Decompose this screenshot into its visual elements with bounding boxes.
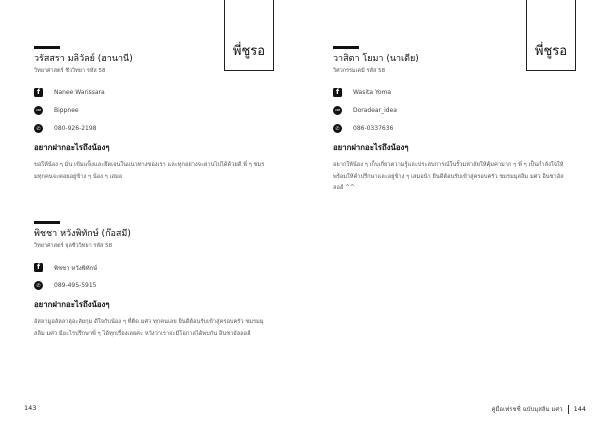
profile-name: วรัสสรา มลิวัลย์ (ฮานานี) bbox=[34, 54, 133, 64]
contact-facebook bbox=[34, 88, 274, 97]
profile-card-1 bbox=[34, 46, 274, 183]
tag-label: พี่ชูรอ bbox=[534, 44, 568, 59]
contact-phone bbox=[34, 281, 274, 290]
question-title: อยากฝากอะไรถึงน้องๆ bbox=[333, 143, 409, 152]
message-text: อยากให้น้อง ๆ เก็บเกี่ยวความรู้และประสบการณ์ในรั้วมหาลัยให้คุ้มค่ามาก ๆ พี่ ๆ เป็นกำลังใจให้ พร้อมให้คำปรึกษาและอยู่ข้าง ๆ เสมอน้า ยินดีต้อนรับเข้าสู่ครอบครัว ชมรมมุสลิม มศว อินชาอัลลอฮ์ ^^ bbox=[333, 162, 564, 191]
contact-line bbox=[333, 106, 573, 115]
facebook-icon: f bbox=[34, 88, 43, 97]
profile-name: พิชชา หวังพิทักษ์ (ก๊อสมี) bbox=[34, 229, 131, 239]
contact-list bbox=[34, 263, 274, 290]
footer bbox=[491, 404, 586, 414]
contact-line bbox=[34, 106, 274, 115]
contact-facebook bbox=[34, 263, 274, 272]
footer-divider bbox=[568, 405, 569, 414]
profile-faculty: วิทยาศาสตร์ จุลชีววิทยา รหัส 58 bbox=[34, 243, 113, 249]
accent-bar bbox=[34, 221, 60, 224]
profile-faculty: วิทยาศาสตร์ ชีววิทยา รหัส 58 bbox=[34, 68, 106, 74]
phone-text: 089-495-5915 bbox=[54, 282, 97, 289]
phone-text: 086-0337636 bbox=[353, 125, 394, 132]
facebook-text: พิชชา หวังพิทักษ์ bbox=[54, 264, 98, 272]
line-text: Doradear_idea bbox=[353, 107, 397, 114]
phone-text: 080-926-2198 bbox=[54, 125, 97, 132]
accent-bar bbox=[34, 46, 60, 49]
facebook-icon: f bbox=[34, 263, 43, 272]
profile-card-2 bbox=[34, 221, 274, 340]
profile-card-3 bbox=[333, 46, 573, 195]
question-title: อยากฝากอะไรถึงน้องๆ bbox=[34, 300, 110, 309]
page-number-left: 143 bbox=[24, 404, 37, 412]
contact-list bbox=[333, 88, 573, 133]
phone-icon: ✆ bbox=[34, 124, 43, 133]
profile-name: วาสิตา โยมา (นาเดีย) bbox=[333, 54, 419, 64]
facebook-icon: f bbox=[333, 88, 342, 97]
message-text: อัสลามูอลัลลาฮุอะลัยกุม ดีใจกับน้อง ๆ ที่ติด มศว ทุกคนเลย ยินดีต้อนรับเข้าสู่ครอบครัว ชมรมมุสลิม มศว มีอะไรปรึกษาพี่ ๆ ได้ทุกเรื่องเลยค่ะ หวังว่าเราจะมีโอกาสได้พบกัน อินชาอัลลอฮ์ bbox=[34, 319, 264, 337]
contact-phone bbox=[333, 124, 573, 133]
question-title: อยากฝากอะไรถึงน้องๆ bbox=[34, 143, 110, 152]
accent-bar bbox=[333, 46, 359, 49]
profile-faculty: วิศวกรรมเคมี รหัส 58 bbox=[333, 68, 386, 74]
contact-phone bbox=[34, 124, 274, 133]
line-icon: LINE bbox=[333, 106, 342, 115]
phone-icon: ✆ bbox=[34, 281, 43, 290]
contact-list bbox=[34, 88, 274, 133]
line-icon: LINE bbox=[34, 106, 43, 115]
page-number-right: 144 bbox=[573, 405, 586, 413]
facebook-text: Nanee Warissara bbox=[54, 89, 105, 96]
tag-label: พี่ชูรอ bbox=[232, 44, 266, 59]
message-text: ขอให้น้อง ๆ มั่น เข้มแข็งและยึดเจนในแนวทางของเรา และทุกอย่างจะผ่านไปได้ด้วยดี พี่ ๆ ชมรมทุกคนจะคอยอยู่ข้าง ๆ น้อง ๆ เสมอ bbox=[34, 162, 265, 180]
line-text: Bippnee bbox=[54, 107, 79, 114]
phone-icon: ✆ bbox=[333, 124, 342, 133]
contact-facebook bbox=[333, 88, 573, 97]
facebook-text: Wasita Yoma bbox=[353, 89, 392, 96]
footer-title: คู่มือเฟรชชี่ ฉบับมุสลิม มศว bbox=[491, 406, 563, 413]
